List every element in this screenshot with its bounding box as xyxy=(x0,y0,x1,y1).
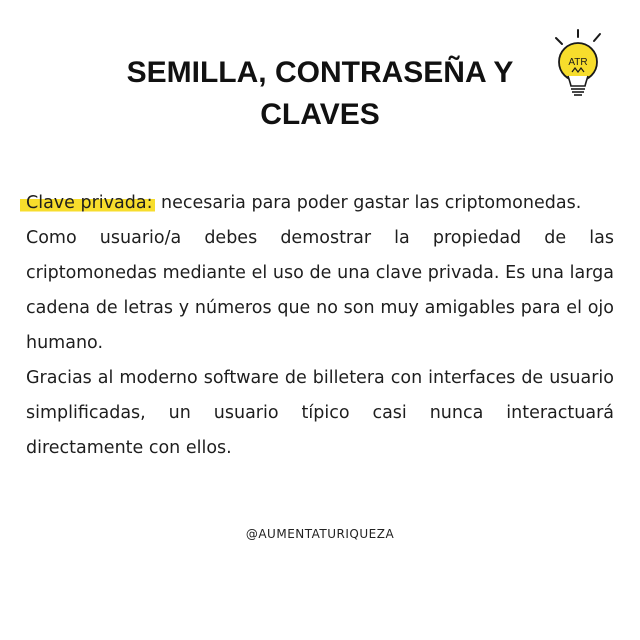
paragraph-private-key xyxy=(26,186,614,221)
paragraph-2-text: Como usuario/a debes demostrar la propiedad de las criptomonedas mediante el uso de una clave privada. Es una larga cadena de letras y números que no son muy amigables para el ojo humano. xyxy=(26,228,614,353)
social-handle: @AUMENTATURIQUEZA xyxy=(245,527,395,541)
highlighted-term: Clave privada: xyxy=(20,193,155,213)
body-content xyxy=(26,186,614,466)
logo-text: ATR xyxy=(568,57,588,68)
lightbulb-logo-icon xyxy=(548,28,608,102)
paragraph-1-text: necesaria para poder gastar las criptomonedas. xyxy=(155,193,582,213)
title-line-1: SEMILLA, CONTRASEÑA Y xyxy=(126,56,514,89)
page-title xyxy=(80,52,560,136)
title-line-2: CLAVES xyxy=(260,98,380,131)
paragraph-3-text: Gracias al moderno software de billetera con interfaces de usuario simplificadas, un usuario típico casi nunca interactuará directamente con ellos. xyxy=(26,368,614,458)
